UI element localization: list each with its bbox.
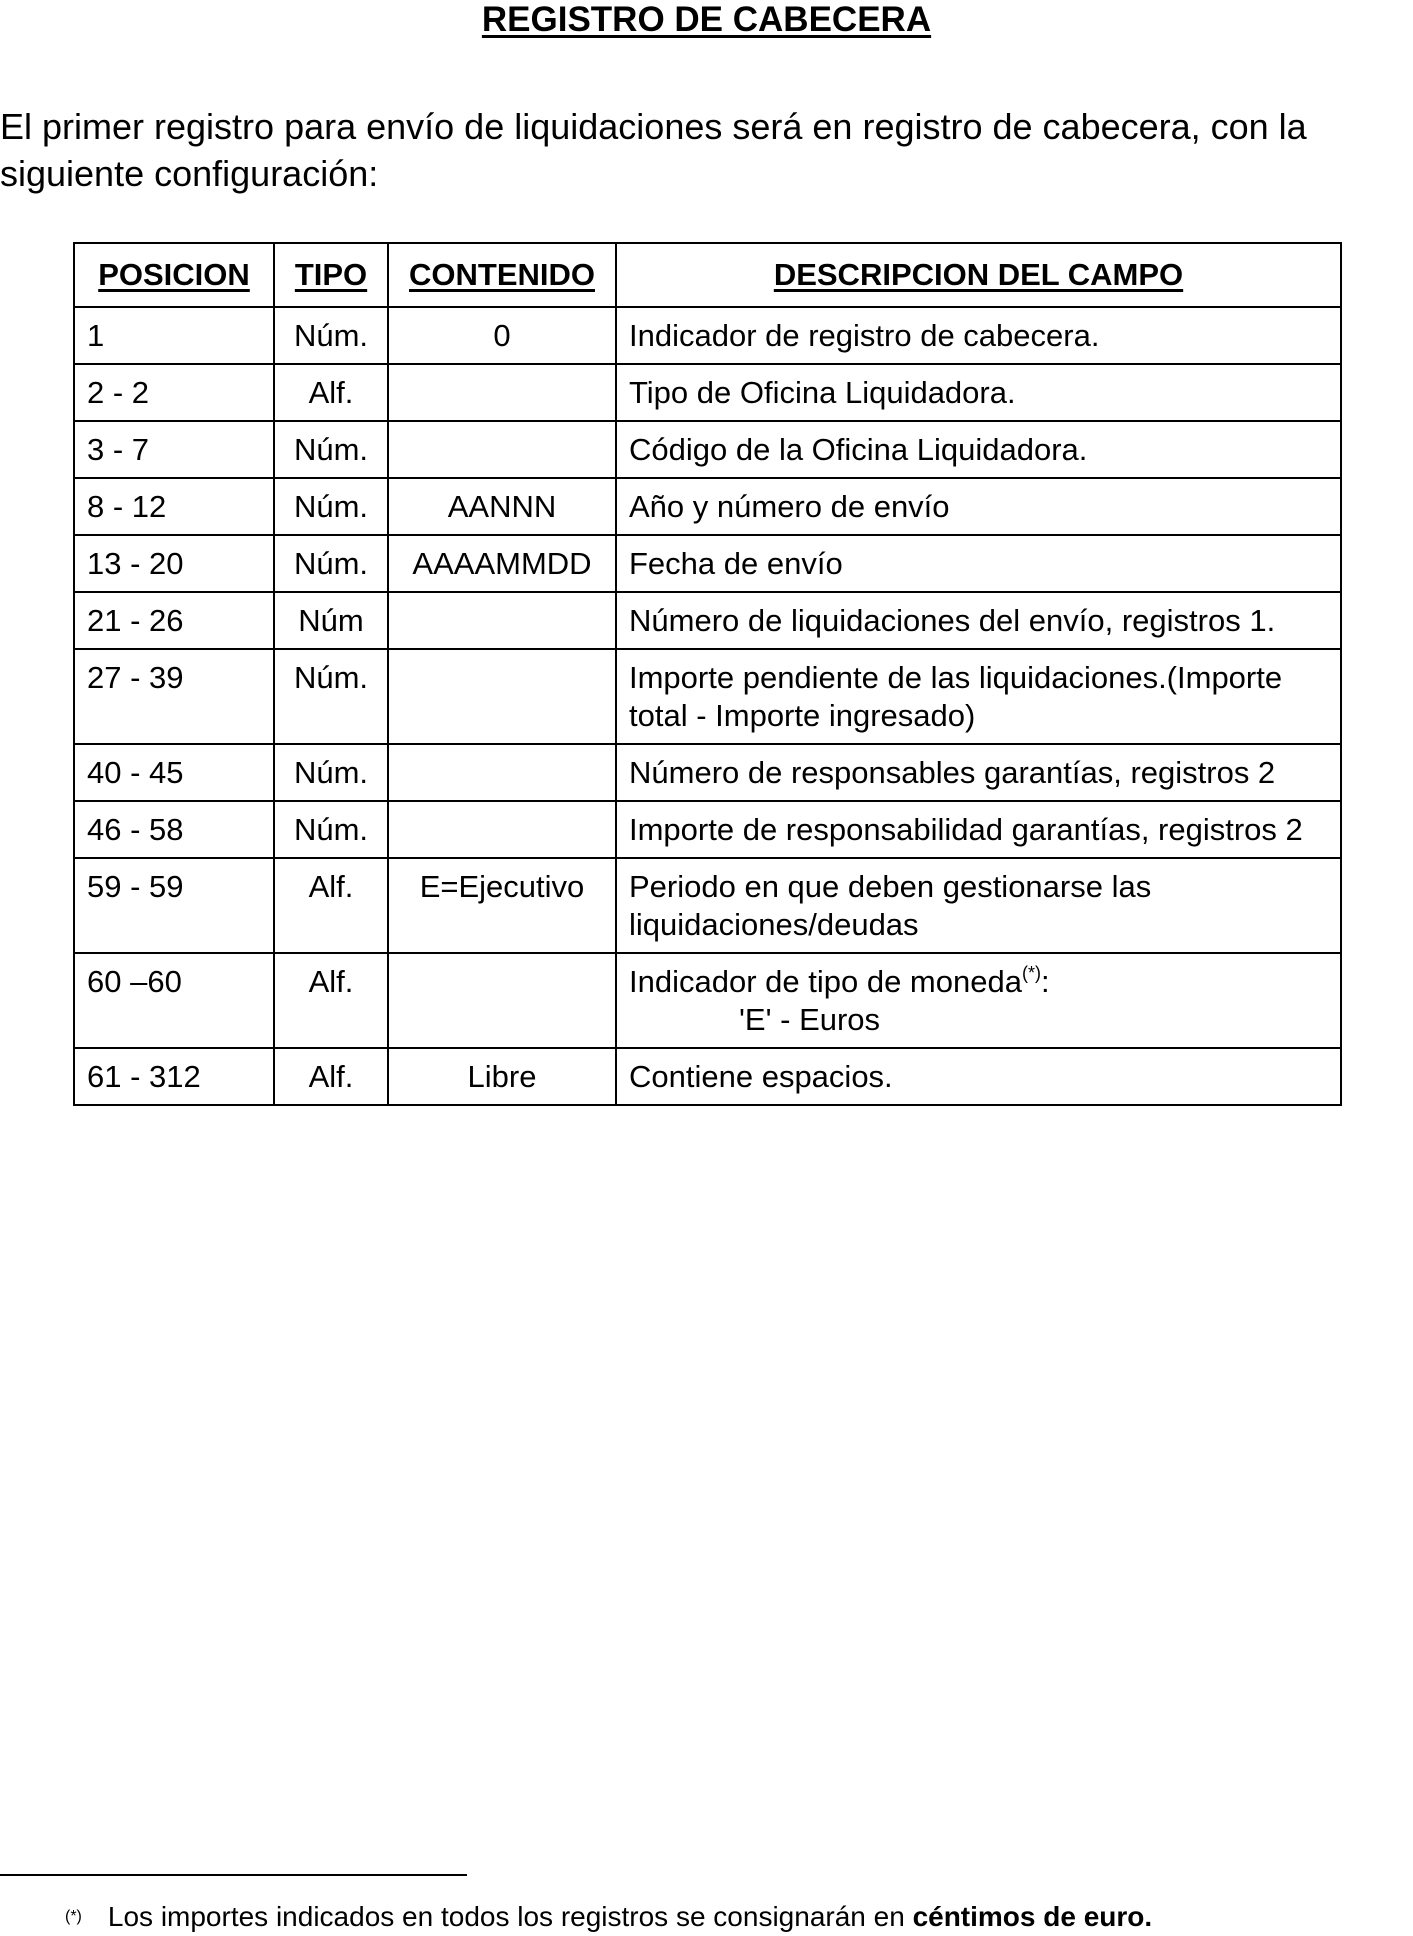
table-row [74, 858, 1341, 953]
footnote-marker: (*) [1021, 963, 1041, 983]
descripcion-subline: 'E' - Euros [739, 1002, 881, 1037]
cell-descripcion [616, 953, 1341, 1048]
cell-posicion: 1 [74, 307, 274, 364]
cell-posicion: 2 - 2 [74, 364, 274, 421]
cell-contenido: AANNN [388, 478, 616, 535]
cell-descripcion: Código de la Oficina Liquidadora. [616, 421, 1341, 478]
column-header-descripcion: DESCRIPCION DEL CAMPO [616, 243, 1341, 307]
cell-contenido [388, 421, 616, 478]
cell-contenido: Libre [388, 1048, 616, 1105]
cell-posicion: 3 - 7 [74, 421, 274, 478]
cell-posicion: 8 - 12 [74, 478, 274, 535]
table-row [74, 953, 1341, 1048]
cell-descripcion: Indicador de registro de cabecera. [616, 307, 1341, 364]
footnote-bold-text: céntimos de euro. [912, 1901, 1153, 1932]
cell-tipo: Núm. [274, 307, 388, 364]
table-row [74, 535, 1341, 592]
table-row [74, 744, 1341, 801]
table-row [74, 307, 1341, 364]
cell-tipo: Alf. [274, 858, 388, 953]
cell-posicion: 13 - 20 [74, 535, 274, 592]
cell-contenido: AAAAMMDD [388, 535, 616, 592]
cell-descripcion: Periodo en que deben gestionarse las liquidaciones/deudas [616, 858, 1341, 953]
cell-descripcion: Tipo de Oficina Liquidadora. [616, 364, 1341, 421]
cell-contenido [388, 364, 616, 421]
page-title: REGISTRO DE CABECERA [481, 0, 932, 39]
table-row [74, 421, 1341, 478]
cell-contenido [388, 592, 616, 649]
cell-descripcion: Importe de responsabilidad garantías, registros 2 [616, 801, 1341, 858]
cell-contenido: E=Ejecutivo [388, 858, 616, 953]
table-row [74, 592, 1341, 649]
cell-contenido [388, 801, 616, 858]
cell-tipo: Núm. [274, 801, 388, 858]
cell-descripcion: Fecha de envío [616, 535, 1341, 592]
cell-posicion: 46 - 58 [74, 801, 274, 858]
cell-posicion: 60 –60 [74, 953, 274, 1048]
header-record-table [73, 242, 1342, 1106]
cell-posicion: 40 - 45 [74, 744, 274, 801]
cell-tipo: Núm. [274, 649, 388, 744]
descripcion-text: Indicador de tipo de moneda [629, 964, 1022, 999]
cell-posicion: 27 - 39 [74, 649, 274, 744]
cell-descripcion: Número de responsables garantías, registros 2 [616, 744, 1341, 801]
cell-tipo: Núm [274, 592, 388, 649]
footnote [65, 1900, 1152, 1934]
cell-posicion: 61 - 312 [74, 1048, 274, 1105]
footnote-text: Los importes indicados en todos los registros se consignarán en [107, 1901, 913, 1932]
table-row [74, 649, 1341, 744]
table-row [74, 478, 1341, 535]
cell-tipo: Alf. [274, 1048, 388, 1105]
descripcion-colon: : [1040, 964, 1050, 999]
column-header-tipo: TIPO [274, 243, 388, 307]
table-row [74, 364, 1341, 421]
footnote-mark: (*) [65, 1908, 82, 1925]
cell-contenido [388, 649, 616, 744]
cell-tipo: Núm. [274, 744, 388, 801]
cell-posicion: 21 - 26 [74, 592, 274, 649]
cell-descripcion: Importe pendiente de las liquidaciones.(Importe total - Importe ingresado) [616, 649, 1341, 744]
table-row [74, 1048, 1341, 1105]
cell-contenido: 0 [388, 307, 616, 364]
cell-tipo: Núm. [274, 478, 388, 535]
cell-tipo: Alf. [274, 364, 388, 421]
cell-tipo: Núm. [274, 421, 388, 478]
cell-posicion: 59 - 59 [74, 858, 274, 953]
cell-descripcion: Número de liquidaciones del envío, registros 1. [616, 592, 1341, 649]
footnote-divider [0, 1874, 467, 1876]
cell-contenido [388, 953, 616, 1048]
column-header-posicion: POSICION [74, 243, 274, 307]
cell-contenido [388, 744, 616, 801]
column-header-contenido: CONTENIDO [388, 243, 616, 307]
cell-descripcion: Contiene espacios. [616, 1048, 1341, 1105]
cell-descripcion: Año y número de envío [616, 478, 1341, 535]
table-header-row [74, 243, 1341, 307]
cell-tipo: Alf. [274, 953, 388, 1048]
table-row [74, 801, 1341, 858]
intro-paragraph: El primer registro para envío de liquidaciones será en registro de cabecera, con la siguiente configuración: [0, 106, 1307, 194]
cell-tipo: Núm. [274, 535, 388, 592]
